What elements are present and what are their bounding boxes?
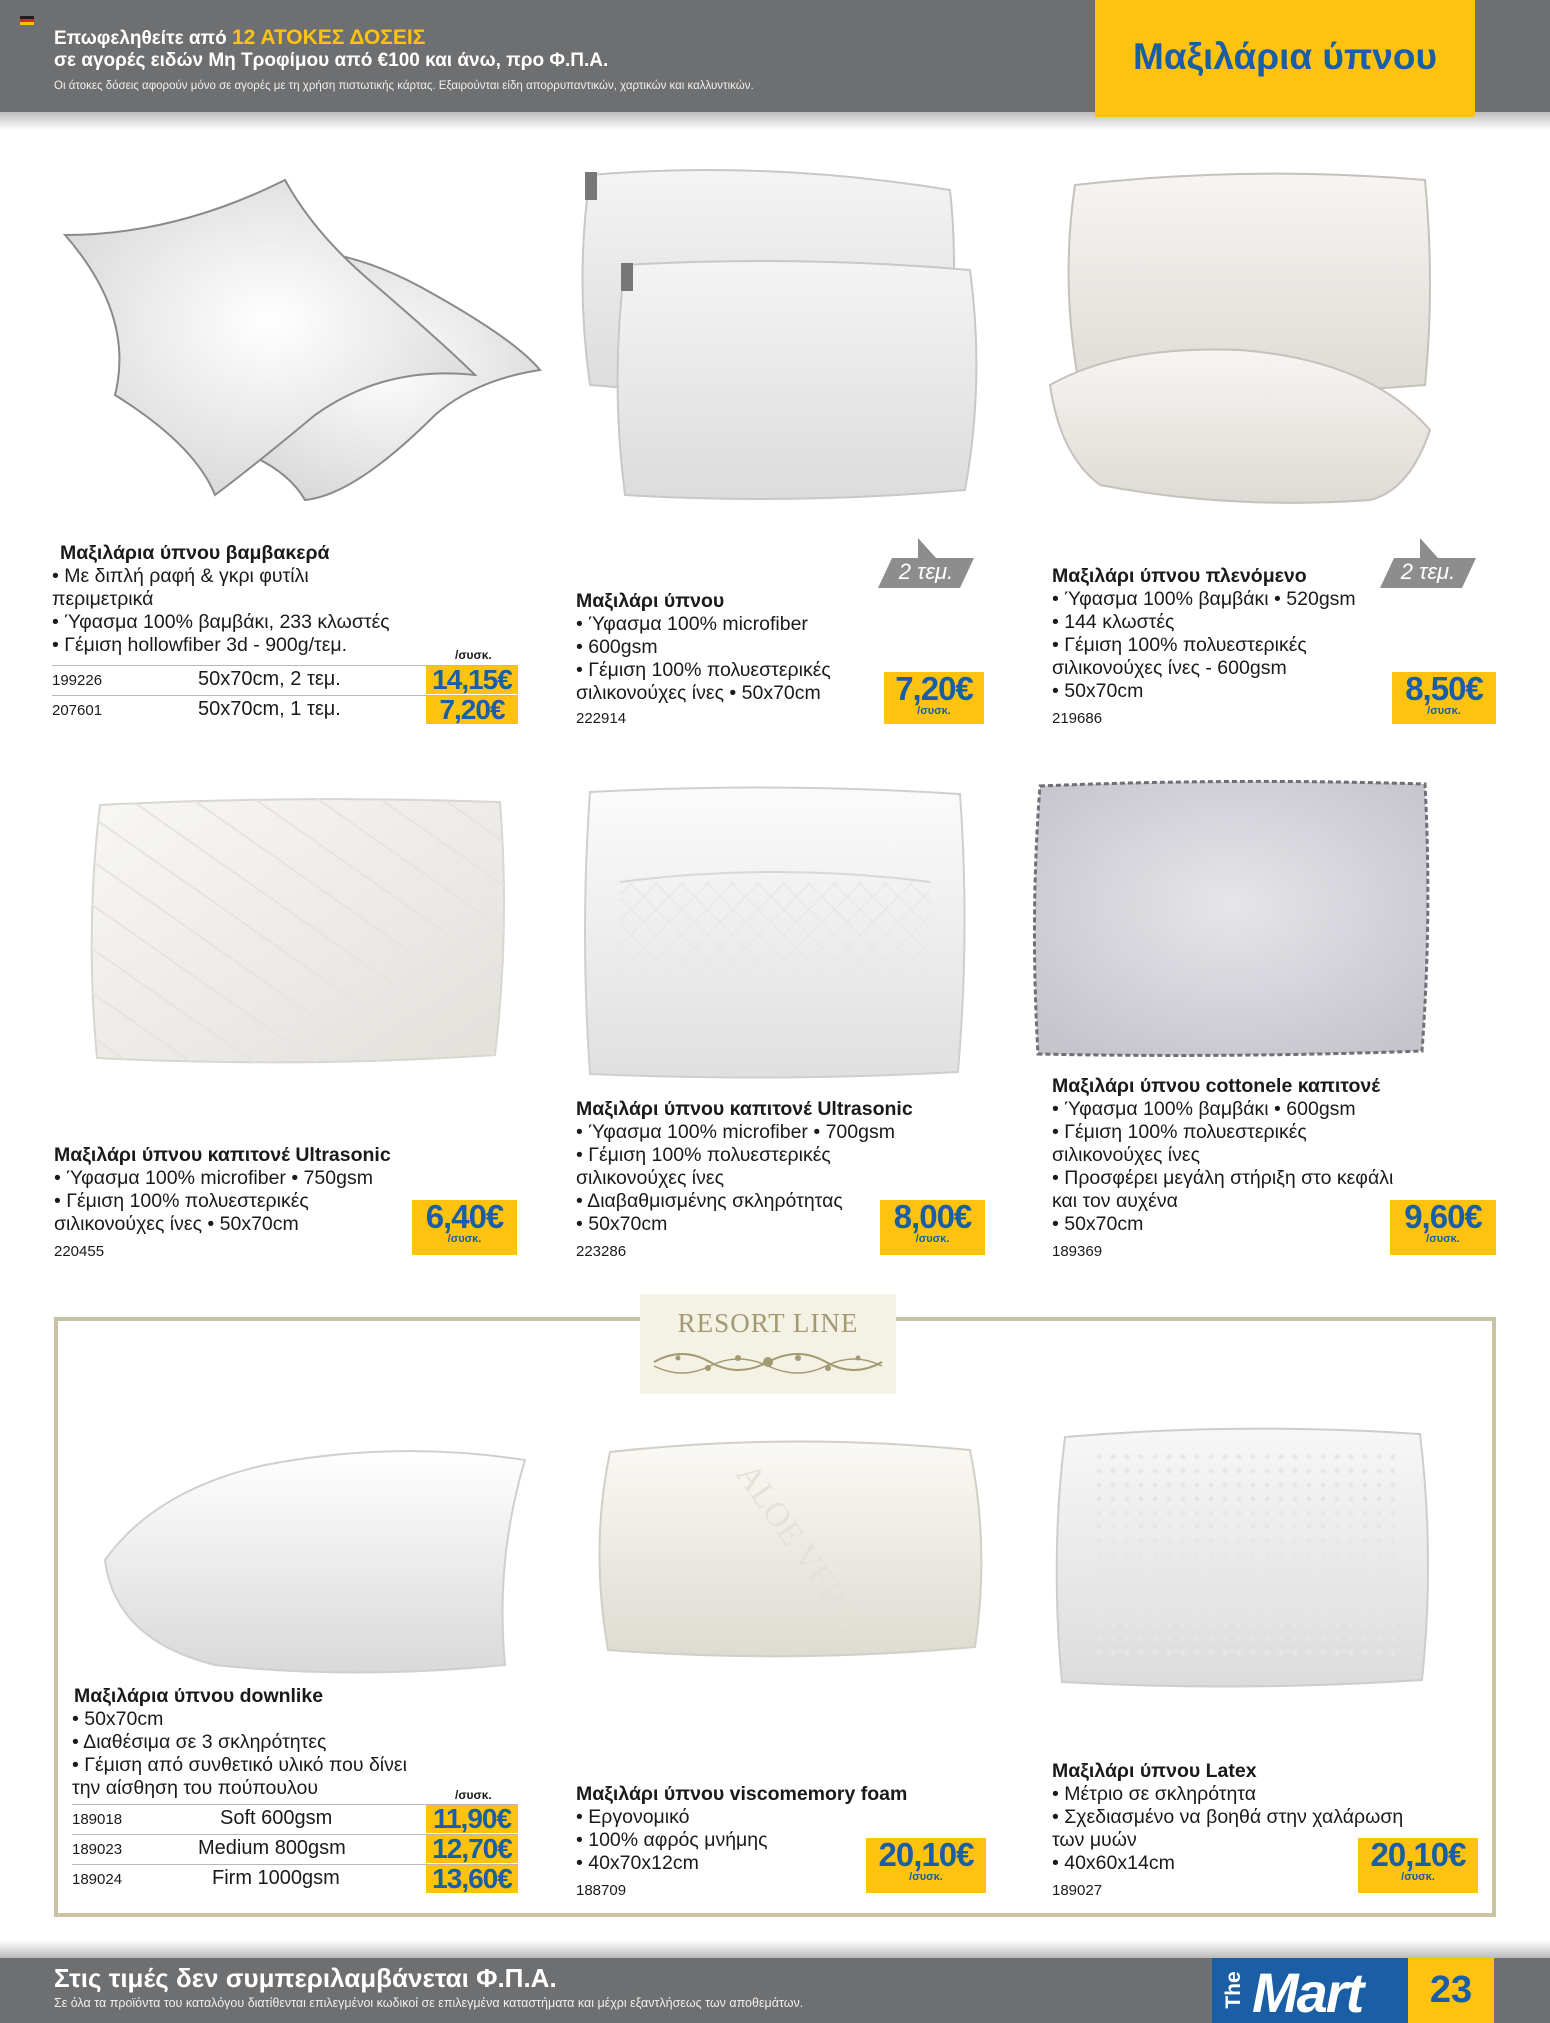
product-bullet: • 600gsm [576, 636, 658, 658]
promo-headline: Επωφεληθείτε από 12 ΑΤΟΚΕΣ ΔΟΣΕΙΣ [54, 26, 426, 49]
the-mart-logo: The Mart [1212, 1958, 1408, 2023]
resort-line-logo: RESORT LINE [640, 1294, 896, 1394]
promo-subline: σε αγορές ειδών Μη Τροφίμου από €100 και άνω, προ Φ.Π.Α. [54, 50, 609, 71]
price-tag: 20,10€ /συσκ. [1358, 1838, 1478, 1893]
product-bullet: • Γέμιση 100% πολυεστερικές [1052, 634, 1307, 656]
product-bullet: σιλικονούχες ίνες • 50x70cm [576, 682, 821, 704]
product-image-downlike-pillow [95, 1440, 535, 1680]
product-bullet: • Εργονομικό [576, 1806, 690, 1828]
product-name: Μαξιλάρια ύπνου βαμβακερά [60, 542, 330, 564]
product-name: Μαξιλάρι ύπνου καπιτονέ Ultrasonic [576, 1098, 913, 1120]
price-tag: 8,00€ /συσκ. [880, 1200, 985, 1255]
product-name: Μαξιλάρι ύπνου καπιτονέ Ultrasonic [54, 1144, 391, 1166]
greek-flag-icon [20, 16, 34, 25]
variant-price: 13,60€ [426, 1865, 518, 1893]
variant-price: 12,70€ [426, 1835, 518, 1863]
product-bullet: • 40x70x12cm [576, 1852, 699, 1874]
promo-disclaimer: Οι άτοκες δόσεις αφορούν μόνο σε αγορές με τη χρήση πιστωτικής κάρτας. Εξαιρούνται είδη απορρυπαντικών, χαρτικών και καλλυντικών. [54, 80, 754, 92]
price-tag: 7,20€ /συσκ. [884, 672, 984, 724]
variant-size: Soft 600gsm [220, 1807, 333, 1829]
variant-row [72, 1804, 518, 1832]
product-image-cottonele-pillow [1030, 776, 1435, 1061]
product-code: 189027 [1052, 1882, 1103, 1899]
product-image-washable-pillows [1040, 165, 1440, 510]
vat-notice: Στις τιμές δεν συμπεριλαμβάνεται Φ.Π.Α. [54, 1963, 557, 1993]
product-bullet: • Διαθέσιμα σε 3 σκληρότητες [72, 1731, 327, 1753]
product-bullet: • Γέμιση hollowfiber 3d - 900g/τεμ. [52, 634, 348, 656]
product-bullet: • Μέτριο σε σκληρότητα [1052, 1783, 1257, 1805]
product-code: 220455 [54, 1243, 105, 1260]
product-code: 219686 [1052, 710, 1103, 727]
product-bullet: • Ύφασμα 100% βαμβάκι • 520gsm [1052, 588, 1356, 610]
availability-disclaimer: Σε όλα τα προϊόντα του καταλόγου διατίθενται επιλεγμένοι κωδικοί σε επιλεγμένα καταστήματα και μέχρι εξαντλήσεως των αποθεμάτων. [54, 1996, 804, 2010]
product-bullet: • Γέμιση 100% πολυεστερικές [576, 659, 831, 681]
product-bullet: • 50x70cm [576, 1213, 668, 1235]
variant-row [52, 665, 518, 693]
quantity-badge: 2 τεμ. [878, 538, 974, 588]
product-bullet: • 40x60x14cm [1052, 1852, 1175, 1874]
product-code: 189018 [72, 1811, 123, 1828]
product-name: Μαξιλάρι ύπνου [576, 590, 725, 612]
variant-size: Firm 1000gsm [212, 1867, 340, 1889]
product-bullet: • 100% αφρός μνήμης [576, 1829, 768, 1851]
variant-price: 14,15€ [426, 666, 518, 694]
product-bullet: • Ύφασμα 100% βαμβάκι • 600gsm [1052, 1098, 1356, 1120]
product-image-graded-pillow [580, 782, 970, 1082]
price-tag: 20,10€ /συσκ. [866, 1838, 986, 1893]
variant-row [72, 1864, 518, 1892]
page-title-box [1095, 0, 1475, 117]
product-code: 189369 [1052, 1243, 1103, 1260]
product-bullet: • Διαβαθμισμένης σκληρότητας [576, 1190, 843, 1212]
product-image-memory-foam-pillow [590, 1432, 990, 1662]
product-code: 189023 [72, 1841, 123, 1858]
product-name: Μαξιλάρια ύπνου downlike [74, 1685, 324, 1707]
product-image-quilted-pillow [85, 790, 515, 1070]
price-tag: 8,50€ /συσκ. [1392, 672, 1496, 724]
product-bullet: • Ύφασμα 100% βαμβάκι, 233 κλωστές [52, 611, 390, 633]
product-bullet: • Ύφασμα 100% microfiber • 750gsm [54, 1167, 373, 1189]
product-bullet: • 50x70cm [72, 1708, 164, 1730]
product-bullet: περιμετρικά [52, 588, 154, 610]
product-bullet: των μυών [1052, 1829, 1137, 1851]
product-name: Μαξιλάρι ύπνου cottonele καπιτονέ [1052, 1075, 1380, 1097]
product-bullet: • Γέμιση 100% πολυεστερικές [1052, 1121, 1307, 1143]
product-bullet: την αίσθηση του πούπουλου [72, 1777, 319, 1799]
variant-size: 50x70cm, 1 τεμ. [198, 698, 341, 720]
product-bullet: σιλικονούχες ίνες [576, 1167, 724, 1189]
product-code: 222914 [576, 710, 627, 727]
quantity-badge: 2 τεμ. [1380, 538, 1476, 588]
product-bullet: • Ύφασμα 100% microfiber [576, 613, 808, 635]
product-image-microfiber-pillows [565, 160, 985, 505]
product-code: 199226 [52, 672, 103, 689]
product-bullet: • Γέμιση 100% πολυεστερικές [576, 1144, 831, 1166]
product-name: Μαξιλάρι ύπνου Latex [1052, 1760, 1257, 1782]
footer-divider [0, 1940, 1550, 1958]
product-bullet: • 50x70cm [1052, 680, 1144, 702]
page-number: 23 [1408, 1958, 1494, 2023]
svg-text:ALOE VERA: ALOE VERA [728, 1457, 869, 1635]
product-image-cotton-pillows [55, 165, 555, 505]
product-bullet: • Προσφέρει μεγάλη στήριξη στο κεφάλι [1052, 1167, 1394, 1189]
price-tag: 9,60€ /συσκ. [1390, 1200, 1496, 1255]
product-name: Μαξιλάρι ύπνου viscomemory foam [576, 1783, 908, 1805]
product-bullet: σιλικονούχες ίνες [1052, 1144, 1200, 1166]
product-code: 207601 [52, 702, 103, 719]
variant-price: 11,90€ [426, 1805, 518, 1833]
variant-row [52, 695, 518, 723]
variant-size: Medium 800gsm [198, 1837, 346, 1859]
product-code: 189024 [72, 1871, 123, 1888]
product-bullet: • Με διπλή ραφή & γκρι φυτίλι [52, 565, 309, 587]
product-bullet: • Σχεδιασμένο να βοηθά στην χαλάρωση [1052, 1806, 1404, 1828]
product-bullet: • Γέμιση 100% πολυεστερικές [54, 1190, 309, 1212]
product-image-latex-pillow [1050, 1422, 1435, 1692]
price-unit-label: /συσκ. [455, 1788, 492, 1802]
variant-size: 50x70cm, 2 τεμ. [198, 668, 341, 690]
price-tag: 6,40€ /συσκ. [412, 1200, 517, 1255]
page-title: Μαξιλάρια ύπνου [1133, 36, 1437, 77]
variant-price: 7,20€ [426, 696, 518, 724]
product-bullet: και τον αυχένα [1052, 1190, 1178, 1212]
product-bullet: • Γέμιση από συνθετικό υλικό που δίνει [72, 1754, 407, 1776]
product-code: 188709 [576, 1882, 627, 1899]
product-bullet: • 50x70cm [1052, 1213, 1144, 1235]
product-bullet: σιλικονούχες ίνες • 50x70cm [54, 1213, 299, 1235]
product-bullet: • Ύφασμα 100% microfiber • 700gsm [576, 1121, 895, 1143]
promo-highlight: 12 ΑΤΟΚΕΣ ΔΟΣΕΙΣ [231, 26, 426, 49]
product-code: 223286 [576, 1243, 627, 1260]
product-name: Μαξιλάρι ύπνου πλενόμενο [1052, 565, 1307, 587]
product-bullet: σιλικονούχες ίνες - 600gsm [1052, 657, 1287, 679]
floral-ornament-icon [652, 1340, 884, 1384]
variant-row [72, 1834, 518, 1862]
product-bullet: • 144 κλωστές [1052, 611, 1175, 633]
price-unit-label: /συσκ. [455, 648, 492, 662]
